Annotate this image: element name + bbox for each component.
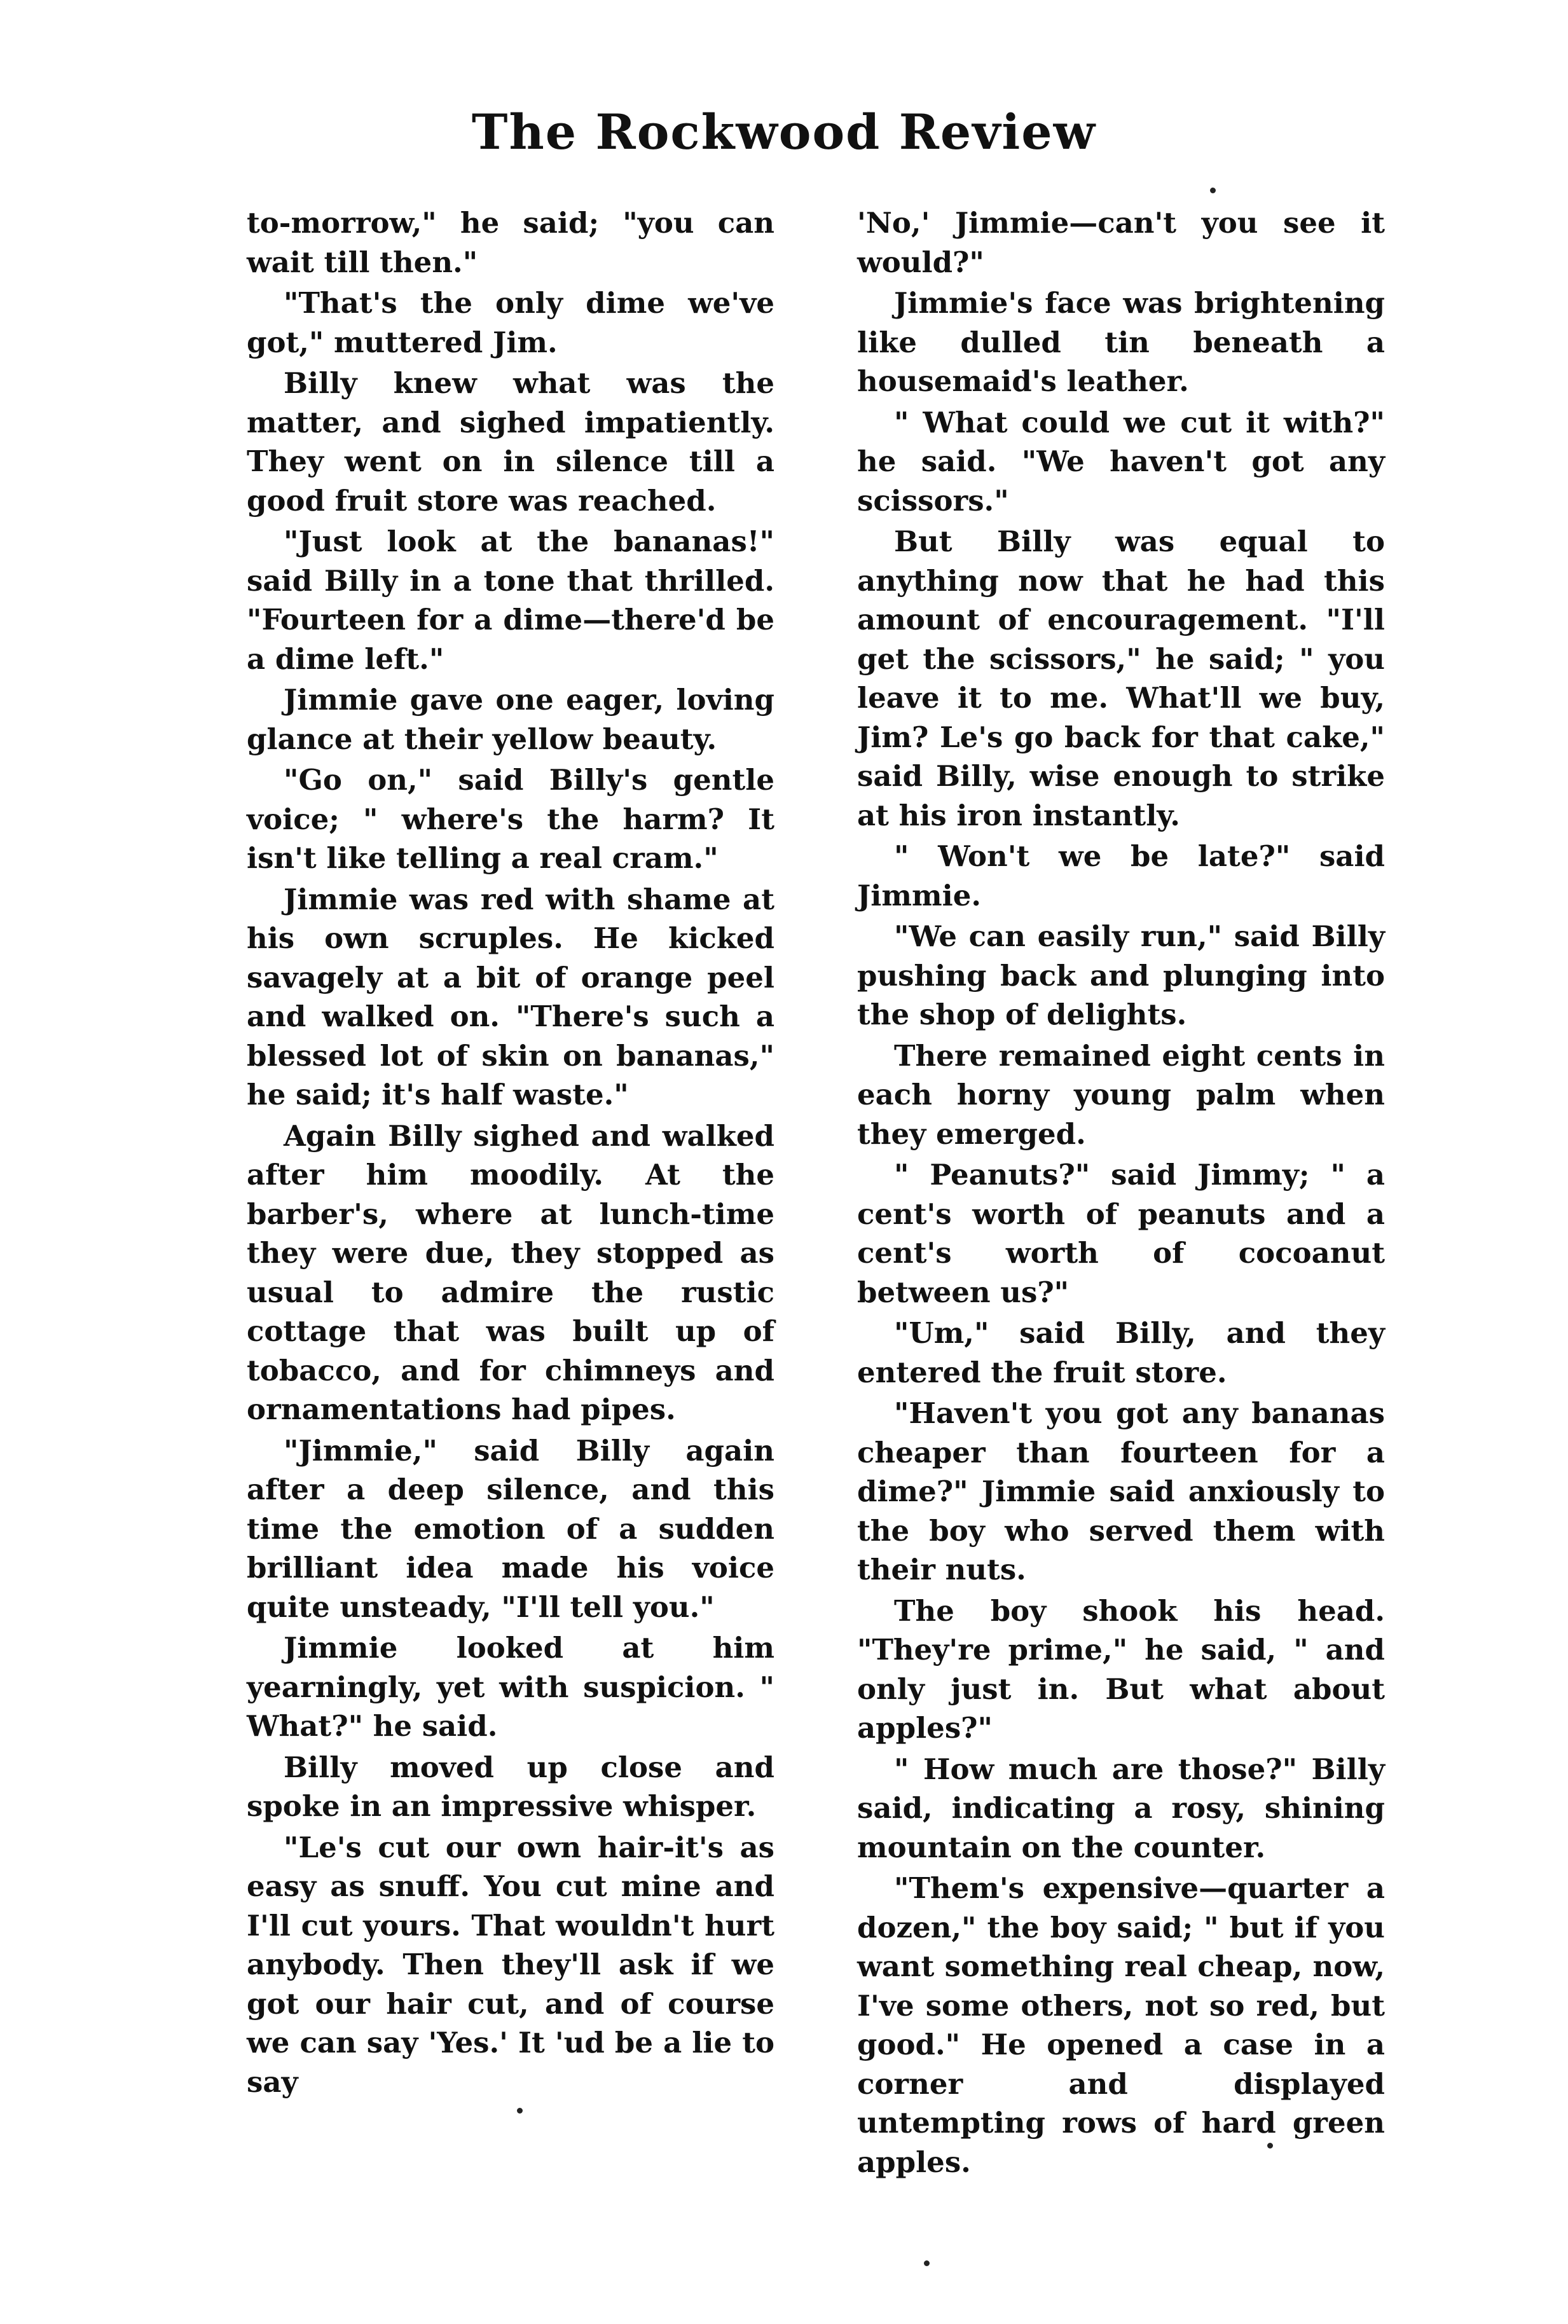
paragraph: "Them's expensive—quarter a dozen," the boy said; " but if you want something real cheap, now, I've some others, not so red, but good." He opened a case in a corner and displayed untempting rows of hard green apples. xyxy=(857,1871,1385,2179)
paragraph: "Le's cut our own hair-it's as easy as snuff. You cut mine and I'll cut yours. That wouldn't hurt anybody. Then they'll ask if we got our hair cut, and of course we can say 'Yes.' It 'ud be a lie to say xyxy=(247,1830,774,2099)
paragraph: Billy knew what was the matter, and sighed impatiently. They went on in silence till a good fruit store was reached. xyxy=(247,366,774,518)
paragraph: "That's the only dime we've got," muttered Jim. xyxy=(247,286,774,359)
paragraph: Billy moved up close and spoke in an impressive whisper. xyxy=(247,1750,774,1823)
paragraph: "Haven't you got any bananas cheaper than fourteen for a dime?" Jimmie said anxiously to the boy who served them with their nuts. xyxy=(857,1396,1385,1586)
print-speck xyxy=(1267,2143,1273,2149)
paragraph: " Peanuts?" said Jimmy; " a cent's worth of peanuts and a cent's worth of cocoanut between us?" xyxy=(857,1158,1385,1309)
paragraph: " How much are those?" Billy said, indicating a rosy, shining mountain on the counter. xyxy=(857,1752,1385,1864)
paragraph: "Go on," said Billy's gentle voice; " where's the harm? It isn't like telling a real cram." xyxy=(247,763,774,875)
print-speck xyxy=(1210,188,1216,193)
page-header: The Rockwood Review xyxy=(471,104,1097,160)
paragraph: "Just look at the bananas!" said Billy in a tone that thrilled. "Fourteen for a dime—there'd be a dime left." xyxy=(247,525,774,676)
print-speck xyxy=(517,2108,523,2114)
paragraph: The boy shook his head. "They're prime," he said, " and only just in. But what about apples?" xyxy=(857,1593,1385,1745)
paragraph: Again Billy sighed and walked after him moodily. At the barber's, where at lunch-time they were due, they stopped as usual to admire the rustic cottage that was built up of tobacco, and for chimneys and ornamentations had pipes. xyxy=(247,1118,774,1426)
paragraph: to-morrow," he said; "you can wait till then." xyxy=(247,206,774,279)
paragraph: Jimmie gave one eager, loving glance at their yellow beauty. xyxy=(247,683,774,756)
paragraph: Jimmie looked at him yearningly, yet with suspicion. " What?" he said. xyxy=(247,1631,774,1743)
print-speck xyxy=(924,2260,930,2266)
paragraph: " What could we cut it with?" he said. "We haven't got any scissors." xyxy=(857,405,1385,518)
paragraph: But Billy was equal to anything now that he had this amount of encouragement. "I'll get the scissors," he said; " you leave it to me. What'll we buy, Jim? Le's go back for that cake," said Billy, wise enough to strike at his iron instantly. xyxy=(857,525,1385,832)
paragraph: "Jimmie," said Billy again after a deep silence, and this time the emotion of a sudden brilliant idea made his voice quite unsteady, "I'll tell you." xyxy=(247,1433,774,1624)
right-column xyxy=(857,203,1385,2182)
paragraph: There remained eight cents in each horny young palm when they emerged. xyxy=(857,1038,1385,1151)
paragraph: "We can easily run," said Billy pushing back and plunging into the shop of delights. xyxy=(857,919,1385,1031)
paragraph: " Won't we be late?" said Jimmie. xyxy=(857,839,1385,912)
paragraph: 'No,' Jimmie—can't you see it would?" xyxy=(857,206,1385,279)
paragraph: Jimmie's face was brightening like dulled tin beneath a housemaid's leather. xyxy=(857,286,1385,398)
left-column xyxy=(247,203,774,2101)
paragraph: "Um," said Billy, and they entered the fruit store. xyxy=(857,1316,1385,1389)
paragraph: Jimmie was red with shame at his own scruples. He kicked savagely at a bit of orange peel and walked on. "There's such a blessed lot of skin on bananas," he said; it's half waste." xyxy=(247,882,774,1111)
